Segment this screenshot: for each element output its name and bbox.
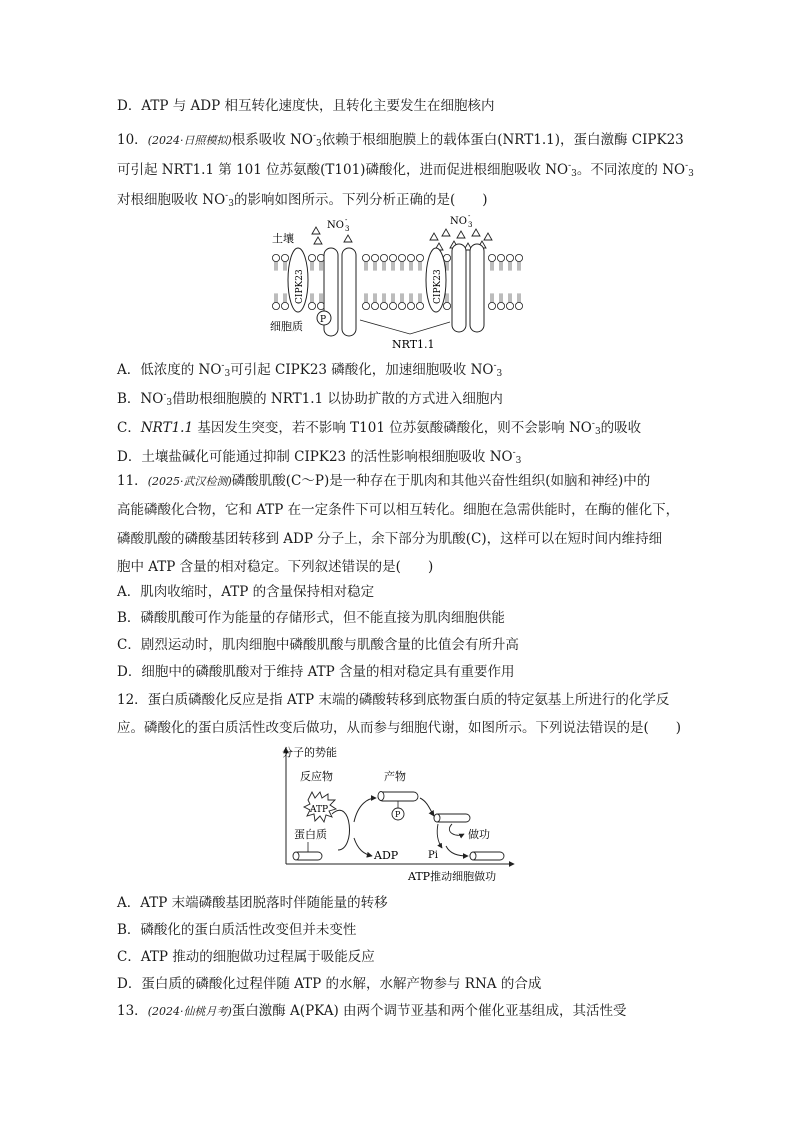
q10-opt-text: B．NO: [117, 391, 164, 407]
no3-sup-left: -: [345, 216, 348, 224]
q10-opt-text: 基因发生突变，若不影响 T101 位苏氨酸磷酸化，则不会影响 NO: [193, 420, 592, 436]
cipk23-label-left: CIPK23: [295, 269, 305, 304]
q10-text: 依赖于根细胞膜上的载体蛋白(NRT1.1)，蛋白激酶 CIPK23: [321, 132, 684, 148]
q10-opt-text: 的吸收: [600, 420, 642, 436]
no3-label-right: NO: [450, 216, 467, 227]
nrt-pointer: [360, 320, 450, 334]
q10-text: 可引起 NRT1.1 第 101 位苏氨酸(T101)磷酸化，进而促进根细胞吸收 NO: [117, 162, 569, 178]
q10-option-c: [117, 414, 677, 442]
q12-stem-line2: 应。磷酸化的蛋白质活性改变后做功，从而参与细胞代谢，如图所示。下列说法错误的是( ): [117, 720, 682, 736]
protein-substrate-icon: [293, 852, 322, 860]
pi-label: Pi: [428, 850, 438, 861]
nrt-label: NRT1.1: [392, 338, 435, 350]
q10-opt-text: A．低浓度的 NO: [117, 362, 222, 378]
q11-source: (2025·武汉检测): [147, 475, 232, 488]
q12-option-a: A．ATP 末端磷酸基团脱落时伴随能量的转移: [117, 895, 388, 911]
q11-text: 磷酸肌酸(C～P)是一种存在于肌肉和其他兴奋性组织(如脑和神经)中的: [231, 473, 651, 489]
q12-option-c: C．ATP 推动的细胞做功过程属于吸能反应: [117, 949, 375, 965]
no3-sub-right: 3: [468, 221, 473, 229]
cipk23-left: [288, 248, 308, 312]
no3-charge: -: [493, 361, 497, 371]
phosphate-label: P: [395, 810, 401, 819]
q10-text: 根系吸收 NO: [231, 132, 313, 148]
adp-label: ADP: [374, 849, 399, 862]
q12-option-d: D．蛋白质的磷酸化过程伴随 ATP 的水解，水解产物参与 RNA 的合成: [117, 976, 542, 992]
reactant-label: 反应物: [300, 770, 333, 783]
reaction-arc-left: [332, 810, 349, 850]
no3-sub: 3: [224, 369, 231, 379]
q10-source: (2024·日照模拟): [147, 134, 232, 147]
q10-text: 对根细胞吸收 NO: [117, 192, 226, 208]
adp-arrow: [354, 838, 372, 856]
q12-option-b: B．磷酸化的蛋白质活性改变但并未变性: [117, 922, 357, 938]
no3-charge: -: [591, 419, 595, 429]
q10-text: 。不同浓度的 NO: [576, 162, 686, 178]
q11-option-c: C．剧烈运动时，肌肉细胞中磷酸肌酸与肌酸含量的比值会有所升高: [117, 637, 519, 653]
no3-charge: -: [512, 448, 516, 458]
no3-sub: 3: [594, 427, 601, 437]
no3-sub: 3: [571, 169, 577, 179]
cytoplasm-label: 细胞质: [270, 320, 303, 333]
atp-label: ATP: [310, 805, 329, 815]
no3-sub: 3: [688, 169, 694, 179]
work-arrow-icon: [449, 824, 464, 835]
reaction-arrow-up: [354, 798, 376, 822]
atp-energy-figure: [268, 742, 520, 884]
q10-opt-text: 可引起 CIPK23 磷酸化，加速细胞吸收 NO: [230, 362, 494, 378]
no3-label-left: NO: [327, 220, 344, 231]
q12-stem-line1: 12．蛋白质磷酸化反应是指 ATP 末端的磷酸转移到底物蛋白质的特定氨基上所进行的化学反: [117, 692, 670, 708]
nrt-membrane-figure: [262, 210, 530, 350]
no3-charge: -: [312, 131, 316, 141]
cipk23-right: [426, 248, 446, 312]
q9-option-d: D．ATP 与 ADP 相互转化速度快，且转化主要发生在细胞核内: [117, 98, 495, 114]
no3-charge: -: [685, 161, 689, 171]
product-protein-icon: [378, 792, 418, 802]
q10-option-d: [117, 443, 677, 471]
no3-sub: 3: [515, 456, 522, 466]
pi-arrow: [437, 824, 442, 848]
phosphate-label: P: [320, 315, 327, 325]
final-protein-icon: [470, 852, 504, 860]
q10-option-a: [117, 356, 677, 384]
q10-stem-line2: [117, 156, 694, 184]
q13-text: 蛋白激酶 A(PKA) 由两个调节亚基和两个催化亚基组成，其活性受: [231, 1003, 627, 1019]
q11-stem-line3: 磷酸肌酸的磷酸基团转移到 ADP 分子上，余下部分为肌酸(C)，这样可以在短时间内维持细: [117, 531, 663, 547]
q10-option-b: [117, 385, 677, 413]
no3-sub: 3: [228, 199, 234, 209]
q11-stem-line1: [117, 471, 677, 492]
no3-sub: 3: [496, 369, 503, 379]
no3-sub-left: 3: [345, 225, 350, 233]
lipid-bilayer: [272, 254, 522, 309]
soil-label: 土壤: [272, 232, 294, 245]
gene-name: NRT1.1: [140, 420, 194, 436]
no3-sup-right: -: [468, 212, 471, 220]
q13-source: (2024·仙桃月考): [147, 1005, 232, 1018]
q11-stem-line2: 高能磷酸化合物，它和 ATP 在一定条件下可以相互转化。细胞在急需供能时，在酶的催化下，: [117, 502, 680, 518]
q10-opt-text: C．: [117, 420, 141, 436]
down-arrow-1: [420, 798, 434, 816]
no3-charge: -: [225, 191, 229, 201]
q10-stem-line1: [117, 126, 684, 154]
q11-number: 11．: [117, 473, 148, 489]
no3-sub: 3: [315, 139, 322, 149]
q11-option-d: D．细胞中的磷酸肌酸对于维持 ATP 含量的相对稳定具有重要作用: [117, 664, 515, 680]
q10-opt-text: D．土壤盐碱化可能通过抑制 CIPK23 的活性影响根细胞吸收 NO: [117, 449, 513, 465]
q13-number: 13．: [117, 1003, 148, 1019]
working-protein-icon: [434, 814, 470, 822]
q10-number: 10．: [117, 132, 148, 148]
no3-charge: -: [163, 390, 167, 400]
x-axis-label: ATP推动细胞做功: [408, 870, 497, 883]
q11-option-b: B．磷酸肌酸可作为能量的存储形式，但不能直接为肌肉细胞供能: [117, 610, 505, 626]
q13-stem-line1: [117, 1001, 677, 1022]
q11-stem-line4: 胞中 ATP 含量的相对稳定。下列叙述错误的是( ): [117, 559, 434, 575]
q10-opt-text: 借助根细胞膜的 NRT1.1 以协助扩散的方式进入细胞内: [172, 391, 503, 407]
work-label: 做功: [468, 828, 490, 841]
protein-label: 蛋白质: [294, 828, 327, 841]
q10-text: 的影响如图所示。下列分析正确的是( ): [233, 192, 488, 208]
no3-charge: -: [568, 161, 572, 171]
q11-option-a: A．肌肉收缩时，ATP 的含量保持相对稳定: [117, 584, 375, 600]
cipk23-label-right: CIPK23: [433, 269, 443, 304]
y-axis-label: 分子的势能: [282, 746, 337, 759]
down-arrow-2: [446, 846, 468, 856]
no3-sub: 3: [166, 398, 173, 408]
transporter-right: [452, 244, 484, 332]
no3-charge: -: [221, 361, 225, 371]
product-label: 产物: [384, 770, 406, 783]
